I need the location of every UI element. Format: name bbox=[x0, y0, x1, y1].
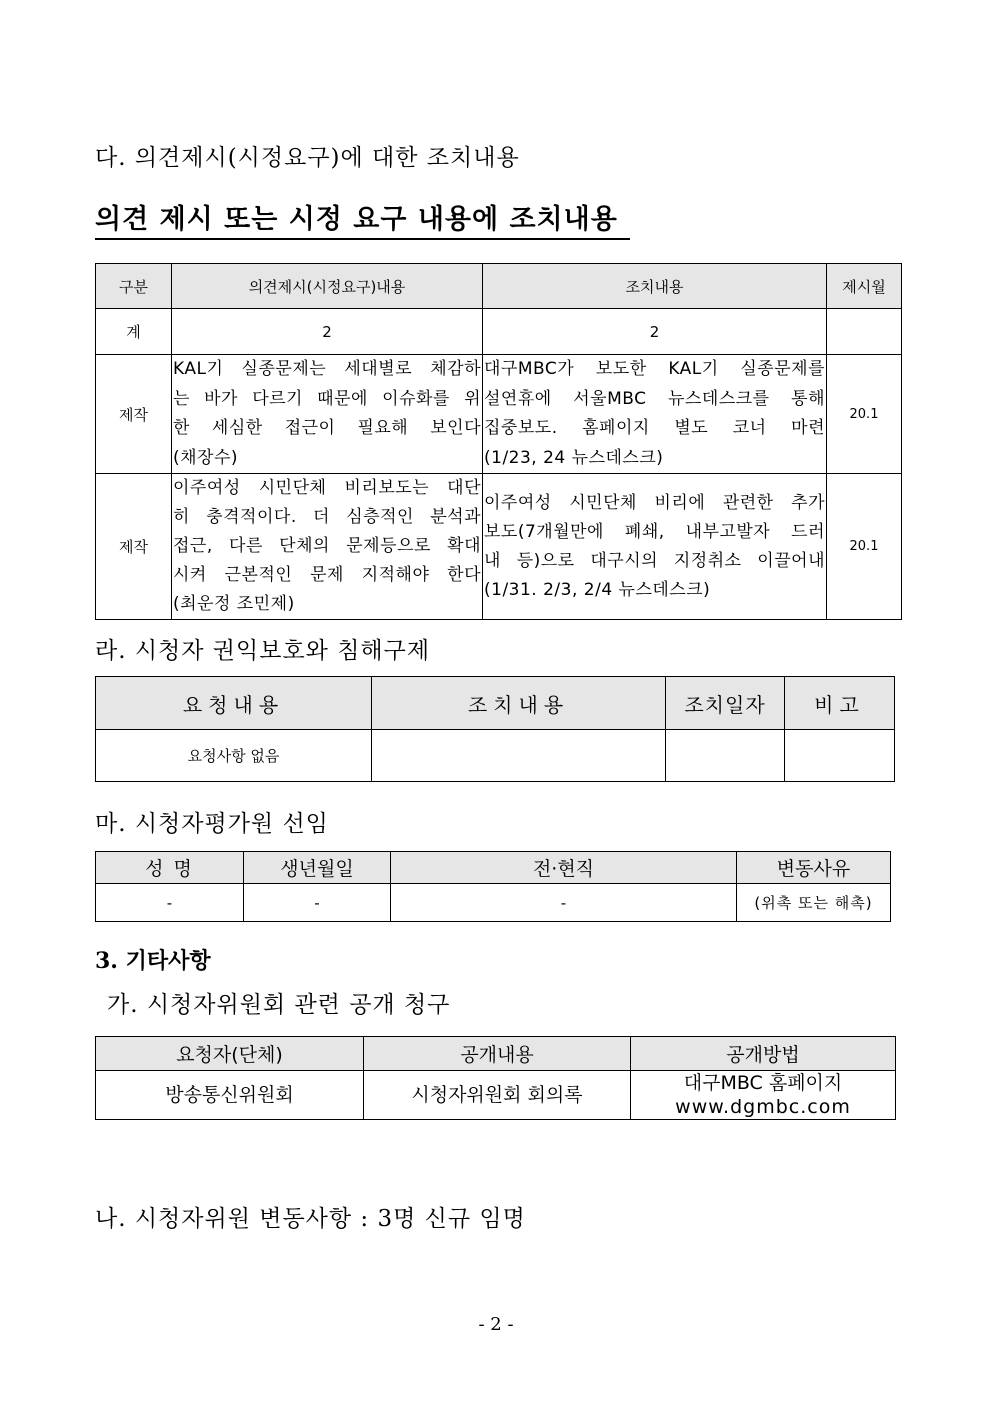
position-cell: - bbox=[391, 884, 737, 922]
table-row bbox=[96, 355, 902, 474]
total-month bbox=[827, 309, 902, 355]
evaluator-table-header-row bbox=[96, 852, 891, 884]
table-row bbox=[96, 884, 891, 922]
row-month: 20.1 bbox=[827, 474, 902, 620]
action-line: 이주여성 시민단체 비리에 관련한 추가 bbox=[484, 492, 825, 513]
requester-cell: 방송통신위원회 bbox=[96, 1071, 364, 1120]
table-row bbox=[96, 1071, 896, 1120]
opinion-table bbox=[95, 263, 902, 620]
row-action bbox=[483, 474, 827, 620]
table-title: 의견 제시 또는 시정 요구 내용에 조치내용 bbox=[95, 197, 630, 240]
row-opinion bbox=[172, 474, 483, 620]
header-method: 공개방법 bbox=[631, 1037, 896, 1071]
request-cell: 요청사항 없음 bbox=[96, 730, 372, 782]
header-opinion: 의견제시(시정요구)내용 bbox=[172, 264, 483, 309]
content-cell: 시청자위원회 회의록 bbox=[364, 1071, 631, 1120]
action-line: 설연휴에 서울MBC 뉴스데스크를 통해 bbox=[484, 388, 825, 409]
section-3-heading: 3. 기타사항 bbox=[95, 948, 211, 974]
header-content: 공개내용 bbox=[364, 1037, 631, 1071]
row-month: 20.1 bbox=[827, 355, 902, 474]
opinion-line: 접근, 다른 단체의 문제등으로 확대 bbox=[173, 536, 481, 556]
rights-table bbox=[95, 676, 895, 782]
action-line: 대구MBC가 보도한 KAL기 실종문제를 bbox=[484, 359, 825, 379]
header-month: 제시월 bbox=[827, 264, 902, 309]
action-line: 내 등)으로 대구시의 지정취소 이끌어내 bbox=[484, 550, 825, 571]
evaluator-table bbox=[95, 851, 891, 922]
rights-table-header-row bbox=[96, 677, 895, 730]
opinion-line: 는 바가 다르기 때문에 이슈화를 위 bbox=[173, 388, 481, 409]
table-row bbox=[96, 474, 902, 620]
row-category: 제작 bbox=[96, 355, 172, 474]
disclosure-table bbox=[95, 1036, 896, 1120]
section-ga-heading: 가. 시청자위원회 관련 공개 청구 bbox=[107, 992, 451, 1018]
section-ma-heading: 마. 시청자평가원 선임 bbox=[95, 811, 329, 837]
opinion-line: 이주여성 시민단체 비리보도는 대단 bbox=[173, 478, 481, 498]
header-note: 비고 bbox=[785, 677, 895, 730]
birth-cell: - bbox=[244, 884, 391, 922]
header-action: 조치내용 bbox=[483, 264, 827, 309]
total-row bbox=[96, 309, 902, 355]
row-opinion bbox=[172, 355, 483, 474]
header-requester: 요청자(단체) bbox=[96, 1037, 364, 1071]
total-action-count: 2 bbox=[483, 309, 827, 355]
header-name: 성 명 bbox=[96, 852, 244, 884]
opinion-line: (최운정 조민제) bbox=[173, 594, 295, 614]
header-action: 조치내용 bbox=[372, 677, 666, 730]
total-opinion-count: 2 bbox=[172, 309, 483, 355]
opinion-line: KAL기 실종문제는 세대별로 체감하 bbox=[173, 359, 481, 379]
action-line: (1/23, 24 뉴스데스크) bbox=[484, 447, 664, 468]
action-line: 집중보도. 홈페이지 별도 코너 마련 bbox=[484, 418, 825, 438]
row-action bbox=[483, 355, 827, 474]
method-cell bbox=[631, 1071, 896, 1120]
header-position: 전·현직 bbox=[391, 852, 737, 884]
opinion-line: 한 세심한 접근이 필요해 보인다 bbox=[173, 418, 481, 438]
opinion-line: 시켜 근본적인 문제 지적해야 한다 bbox=[173, 565, 481, 585]
action-line: (1/31. 2/3, 2/4 뉴스데스크) bbox=[484, 579, 711, 600]
header-date: 조치일자 bbox=[666, 677, 785, 730]
section-da-heading: 다. 의견제시(시정요구)에 대한 조치내용 bbox=[95, 145, 520, 171]
method-line-1: 대구MBC 홈페이지 bbox=[683, 1072, 843, 1094]
name-cell: - bbox=[96, 884, 244, 922]
section-na-heading: 나. 시청자위원 변동사항 : 3명 신규 임명 bbox=[95, 1206, 526, 1232]
page-number: - 2 - bbox=[478, 1314, 514, 1335]
header-category: 구분 bbox=[96, 264, 172, 309]
total-label: 계 bbox=[96, 309, 172, 355]
row-category: 제작 bbox=[96, 474, 172, 620]
header-birth: 생년월일 bbox=[244, 852, 391, 884]
note-cell bbox=[785, 730, 895, 782]
action-line: 보도(7개월만에 폐쇄, 내부고발자 드러 bbox=[484, 521, 825, 542]
opinion-table-header-row bbox=[96, 264, 902, 309]
opinion-line: (채장수) bbox=[173, 447, 239, 468]
header-request: 요청내용 bbox=[96, 677, 372, 730]
table-row bbox=[96, 730, 895, 782]
action-cell bbox=[372, 730, 666, 782]
disclosure-table-header-row bbox=[96, 1037, 896, 1071]
method-line-2: www.dgmbc.com bbox=[675, 1096, 851, 1118]
reason-cell: (위촉 또는 해촉) bbox=[737, 884, 891, 922]
header-reason: 변동사유 bbox=[737, 852, 891, 884]
section-ra-heading: 라. 시청자 권익보호와 침해구제 bbox=[95, 638, 431, 664]
opinion-line: 히 충격적이다. 더 심층적인 분석과 bbox=[173, 507, 481, 527]
date-cell bbox=[666, 730, 785, 782]
